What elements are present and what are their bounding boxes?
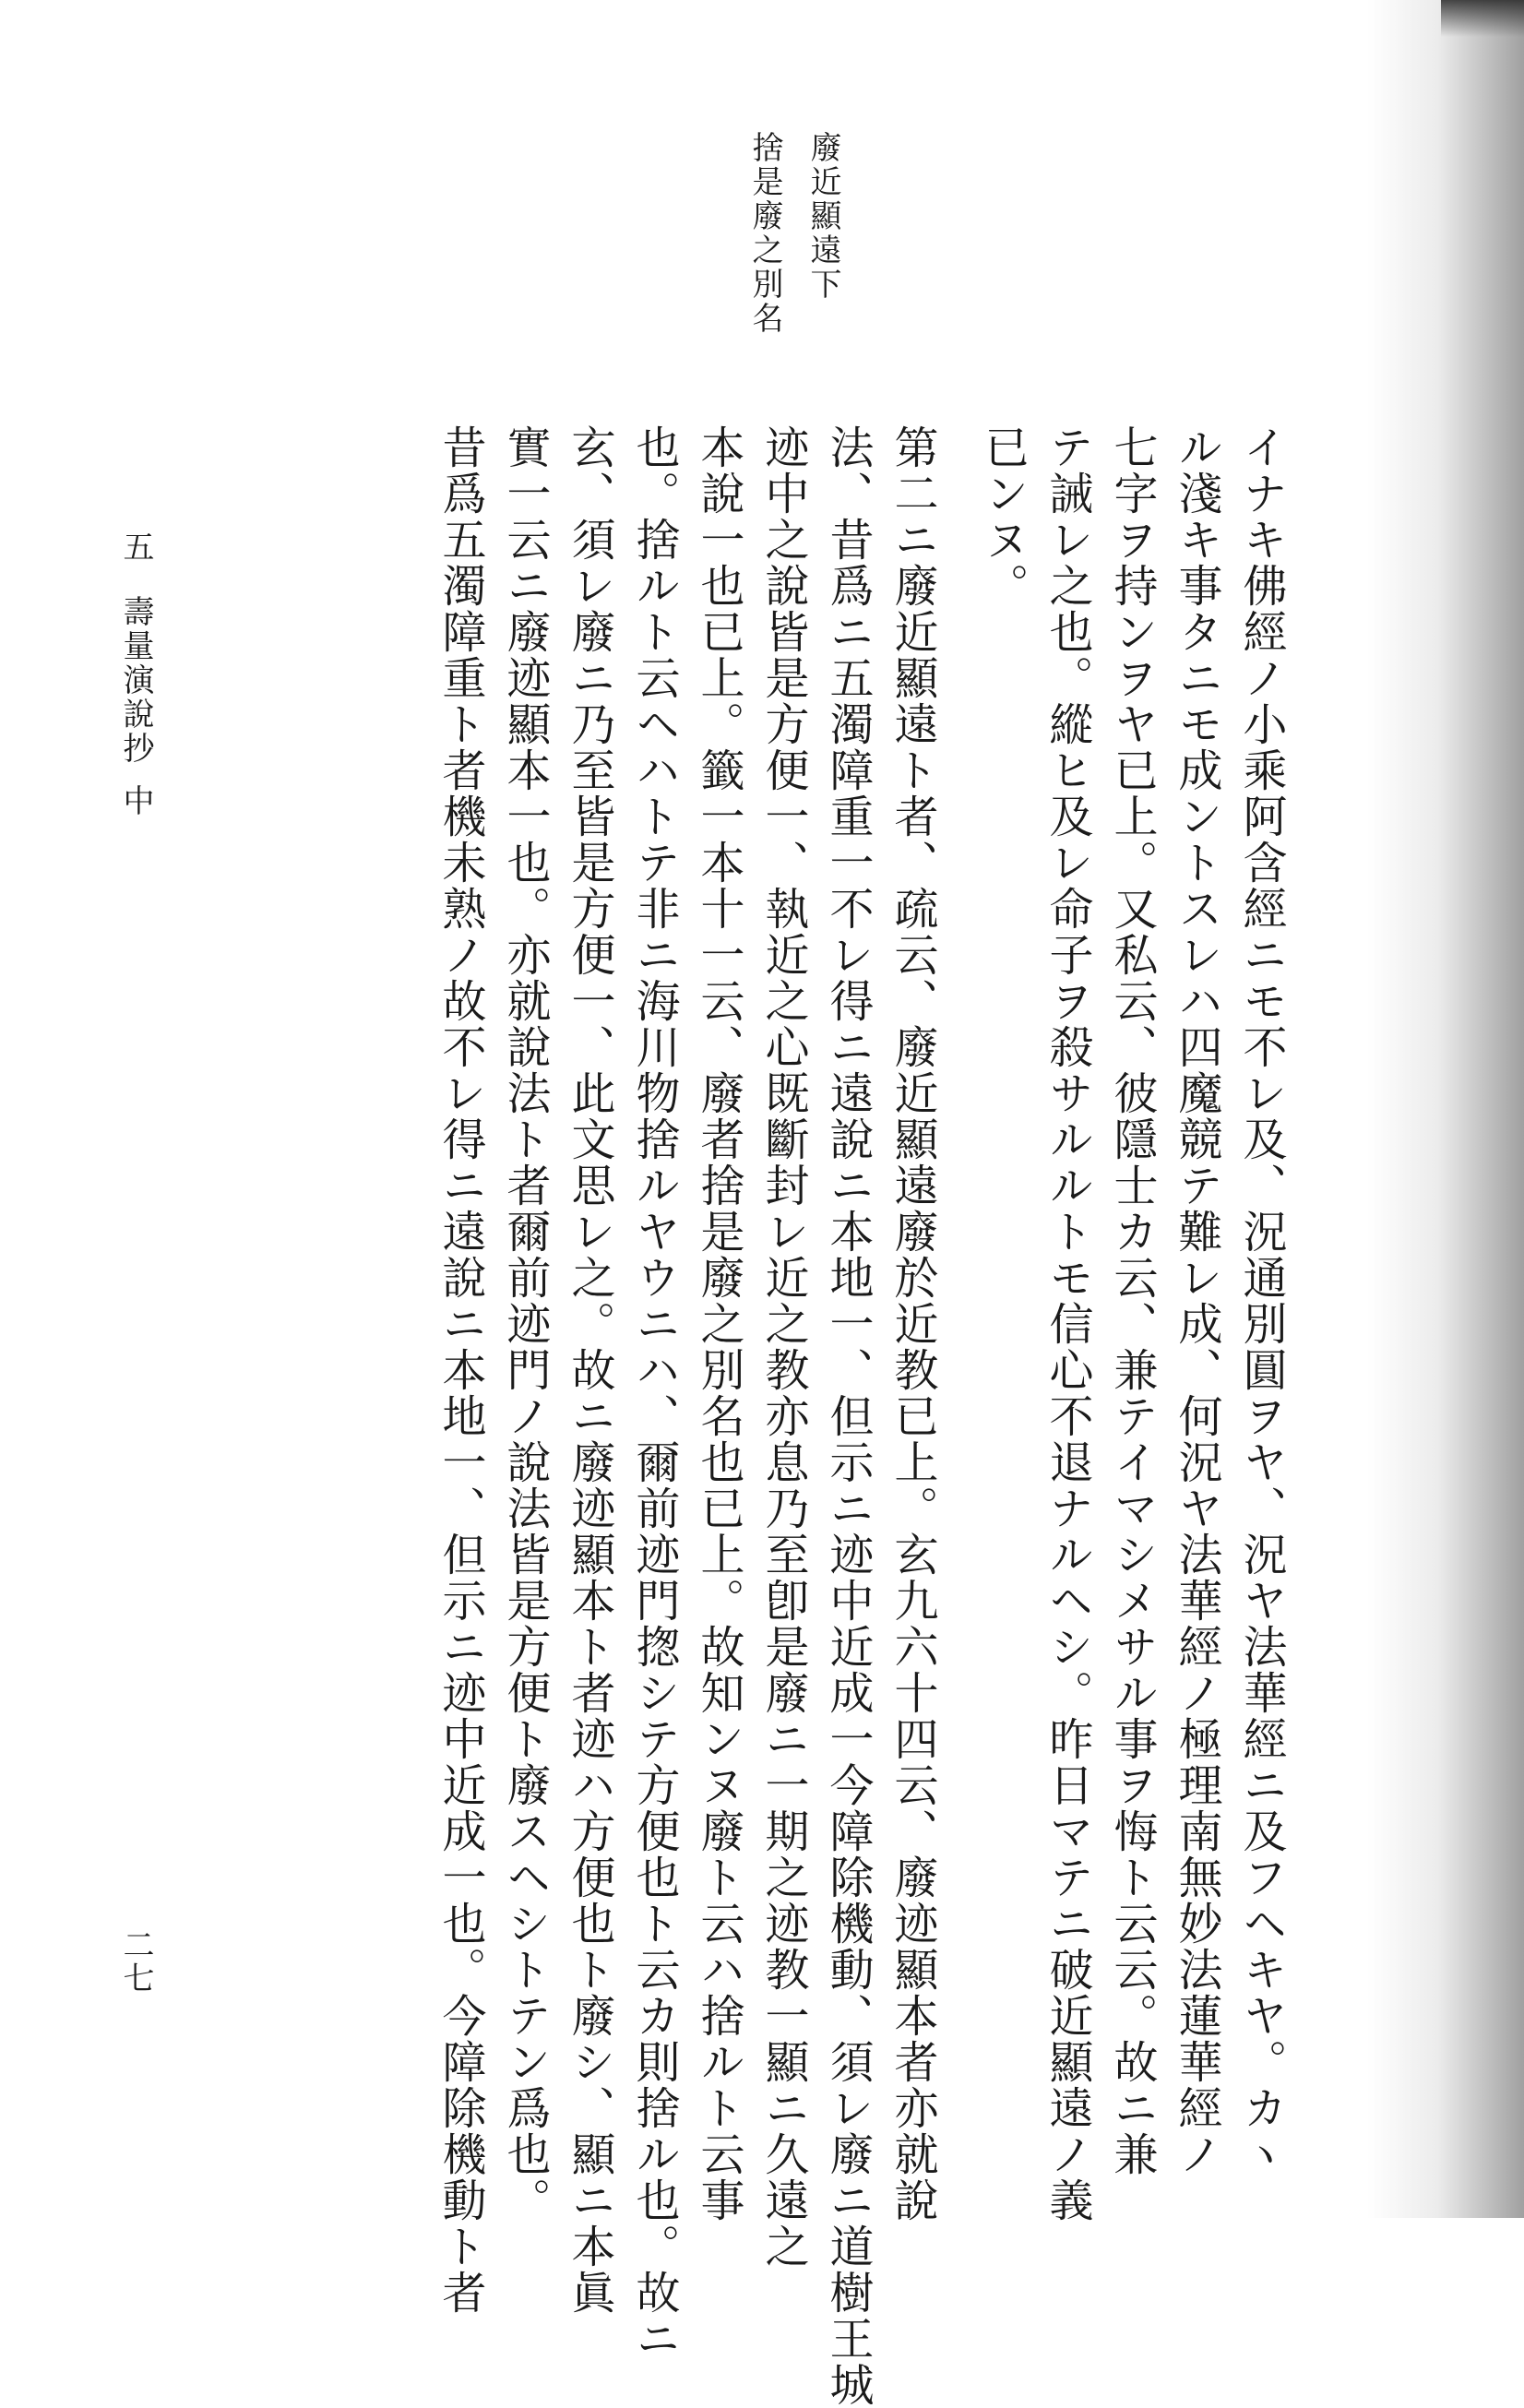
page-edge-shadow: [1367, 0, 1524, 2218]
book-page: [117, 120, 1292, 2408]
text-column-3: 七字ヲ持ンヲヤ已上。又私云、彼隱士カ云、兼テイマシメサル事ヲ悔ト云云。故ニ兼: [1106, 424, 1158, 2177]
text-column-4: テ誡レ之也。縱ヒ及レ命子ヲ殺サルルトモ信心不退ナルヘシ。昨日マテニ破近顯遠ノ義: [1042, 424, 1093, 2223]
side-heading-2: 捨是廢之別名: [746, 131, 783, 336]
page-number: 二七: [117, 1928, 154, 1995]
page-corner-shadow: [1441, 0, 1524, 37]
volume-label: 中: [117, 784, 154, 818]
text-column-11: 玄、須レ廢ニ乃至皆是方便一、此文思レ之。故ニ廢迹顯本ト者迹ハ方便也ト廢シ、顯ニ本眞: [564, 424, 615, 2316]
text-column-13: 昔爲五濁障重ト者機未熟ノ故不レ得ニ遠說ニ本地一、但示ニ迹中近成一也。今障除機動ト者: [435, 424, 486, 2316]
text-column-2: ル淺キ事タニモ成ントスレハ四魔競テ難レ成、何況ヤ法華經ノ極理南無妙法蓮華經ノ: [1171, 424, 1222, 2177]
text-column-7: 法、昔爲ニ五濁障重一不レ得ニ遠說ニ本地一、但示ニ迹中近成一今障除機動、須レ廢ニ道樹王城: [822, 424, 874, 2408]
side-heading-1: 廢近顯遠下: [804, 131, 841, 302]
text-column-1: イナキ佛經ノ小乘阿含經ニモ不レ及、況通別圓ヲヤ、況ヤ法華經ニ及フヘキヤ。カヽ: [1235, 424, 1287, 2177]
book-title: 壽量演說抄: [117, 595, 154, 766]
text-column-5: 已ンヌ。: [977, 424, 1029, 609]
text-column-10: 也。捨ルト云ヘハトテ非ニ海川物捨ルヤウニハ、爾前迹門揔シテ方便也ト云カ則捨ル也。故ニ: [628, 424, 680, 2362]
text-column-12: 實一云ニ廢迹顯本一也。亦就說法ト者爾前迹門ノ說法皆是方便ト廢スヘシトテン爲也。: [499, 424, 551, 2223]
chapter-mark: 五: [117, 530, 154, 565]
text-column-8: 迹中之說皆是方便一、執近之心既斷封レ近之教亦息乃至卽是廢ニ一期之迹教一顯ニ久遠之: [757, 424, 809, 2270]
text-column-6: 第二ニ廢近顯遠ト者、疏云、廢近顯遠廢於近教已上。玄九六十四云、廢迹顯本者亦就說: [887, 424, 938, 2223]
text-column-9: 本說一也已上。籤一本十一云、廢者捨是廢之別名也已上。故知ンヌ廢ト云ハ捨ルト云事: [693, 424, 744, 2223]
